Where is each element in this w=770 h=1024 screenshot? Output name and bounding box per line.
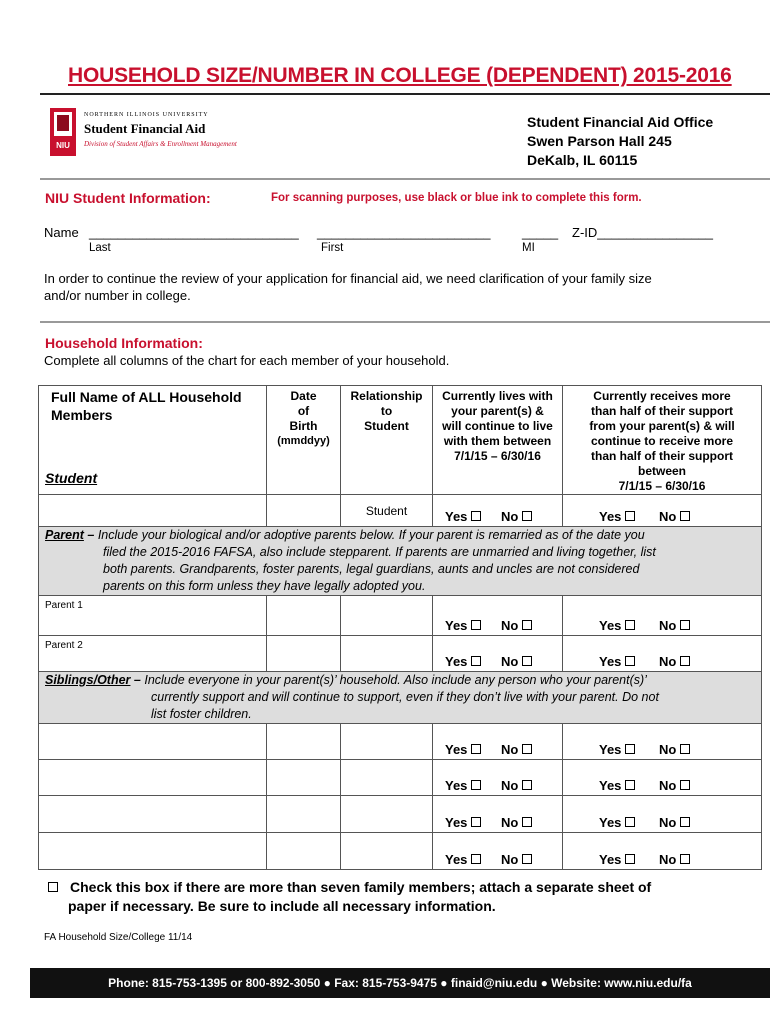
mi-field[interactable]: _____: [522, 225, 559, 240]
yes-checkbox[interactable]: [471, 854, 481, 864]
lives-with-cell[interactable]: Yes No: [433, 495, 563, 527]
support-cell[interactable]: Yes No: [563, 833, 762, 870]
no-checkbox[interactable]: [680, 780, 690, 790]
table-row: [39, 724, 762, 760]
relationship-cell[interactable]: [341, 636, 433, 672]
section-divider: [40, 321, 770, 323]
instructions-line1: In order to continue the review of your application for financial aid, we need clarification of your family size: [44, 271, 652, 286]
dob-cell[interactable]: [267, 724, 341, 760]
yes-checkbox[interactable]: [471, 511, 481, 521]
col-support-header: Currently receives more than half of their support from your parent(s) & will continue to receive more than half of their support between 7/1/15 – 6/30/16: [563, 386, 762, 495]
siblings-note: Siblings/Other – Include everyone in your parent(s)’ household. Also include any person who your parent(s)’ currently support and will continue to support, even if they don’t live with your parent. Do not list foster children.: [39, 672, 762, 724]
yes-checkbox[interactable]: [625, 854, 635, 864]
form-id: FA Household Size/College 11/14: [44, 932, 193, 943]
dob-cell[interactable]: [267, 796, 341, 833]
support-cell[interactable]: Yes No: [563, 636, 762, 672]
relationship-cell: Student: [341, 495, 433, 527]
contact-footer: Phone: 815-753-1395 or 800-892-3050 ● Fax: 815-753-9475 ● finaid@niu.edu ● Website: www.niu.edu/fa: [30, 968, 770, 998]
yes-checkbox[interactable]: [471, 817, 481, 827]
table-row: [39, 596, 762, 636]
lives-with-cell[interactable]: Yes No: [433, 724, 563, 760]
dob-cell[interactable]: [267, 833, 341, 870]
first-name-field[interactable]: ________________________: [317, 225, 491, 240]
relationship-cell[interactable]: [341, 833, 433, 870]
last-caption: Last: [89, 242, 111, 254]
parent1-name-cell[interactable]: Parent 1: [39, 596, 267, 636]
relationship-cell[interactable]: [341, 796, 433, 833]
name-cell[interactable]: [39, 760, 267, 796]
yes-checkbox[interactable]: [471, 744, 481, 754]
household-subheading: Complete all columns of the chart for each member of your household.: [44, 353, 450, 368]
name-cell[interactable]: [39, 833, 267, 870]
col-dob-header: Date of Birth (mmddyy): [267, 386, 341, 495]
yes-checkbox[interactable]: [471, 656, 481, 666]
yes-checkbox[interactable]: [625, 656, 635, 666]
name-cell[interactable]: [39, 724, 267, 760]
yes-checkbox[interactable]: [471, 620, 481, 630]
lives-with-cell[interactable]: Yes No: [433, 636, 563, 672]
logo-office: Student Financial Aid: [84, 121, 206, 136]
more-members-checkbox[interactable]: [48, 882, 58, 892]
dob-cell[interactable]: [267, 596, 341, 636]
student-row-label: Student: [45, 470, 98, 486]
lives-with-cell[interactable]: Yes No: [433, 596, 563, 636]
relationship-cell[interactable]: [341, 724, 433, 760]
no-checkbox[interactable]: [522, 656, 532, 666]
logo-university: NORTHERN ILLINOIS UNIVERSITY: [84, 112, 209, 118]
household-table: [38, 385, 762, 870]
parent2-name-cell[interactable]: Parent 2: [39, 636, 267, 672]
name-cell[interactable]: [39, 495, 267, 527]
dob-cell[interactable]: [267, 636, 341, 672]
table-row: [39, 833, 762, 870]
support-cell[interactable]: Yes No: [563, 760, 762, 796]
ink-note: For scanning purposes, use black or blue ink to complete this form.: [271, 192, 642, 204]
household-heading: Household Information:: [45, 335, 203, 351]
support-cell[interactable]: Yes No: [563, 724, 762, 760]
more-members-note: Check this box if there are more than seven family members; attach a separate sheet of paper if necessary. Be sure to include all necessary information.: [44, 878, 651, 916]
yes-checkbox[interactable]: [625, 620, 635, 630]
relationship-cell[interactable]: [341, 760, 433, 796]
yes-checkbox[interactable]: [625, 744, 635, 754]
no-checkbox[interactable]: [680, 744, 690, 754]
instructions-line2: and/or number in college.: [44, 288, 191, 303]
zid-field[interactable]: Z-ID________________: [572, 225, 713, 240]
yes-checkbox[interactable]: [471, 780, 481, 790]
first-caption: First: [321, 242, 344, 254]
parent-note: Parent – Include your biological and/or adoptive parents below. If your parent is remarried as of the date you filed the 2015-2016 FAFSA, also include stepparent. If parents are unmarried and living together, list both parents. Grandparents, foster parents, legal guardians, aunts and uncles are not considered parents on this form unless they have legally adopted you.: [39, 527, 762, 596]
niu-seal-icon: NIU: [50, 108, 76, 156]
no-checkbox[interactable]: [522, 511, 532, 521]
last-name-field[interactable]: _____________________________: [89, 225, 299, 240]
no-checkbox[interactable]: [522, 854, 532, 864]
no-checkbox[interactable]: [680, 817, 690, 827]
mi-caption: MI: [522, 242, 535, 254]
col-name-header: Full Name of ALL Household Members Student: [39, 386, 267, 495]
name-cell[interactable]: [39, 796, 267, 833]
no-checkbox[interactable]: [680, 854, 690, 864]
support-cell[interactable]: Yes No: [563, 495, 762, 527]
office-address: Student Financial Aid Office Swen Parson Hall 245 DeKalb, IL 60115: [527, 114, 714, 168]
lives-with-cell[interactable]: Yes No: [433, 796, 563, 833]
title-rule: [40, 93, 770, 95]
no-checkbox[interactable]: [680, 511, 690, 521]
form-title: HOUSEHOLD SIZE/NUMBER IN COLLEGE (DEPENDENT) 2015-2016: [68, 64, 732, 87]
no-checkbox[interactable]: [522, 780, 532, 790]
support-cell[interactable]: Yes No: [563, 596, 762, 636]
table-row: [39, 636, 762, 672]
name-label: Name: [44, 225, 79, 240]
no-checkbox[interactable]: [680, 620, 690, 630]
dob-cell[interactable]: [267, 495, 341, 527]
no-checkbox[interactable]: [522, 744, 532, 754]
col-lives-header: Currently lives with your parent(s) & will continue to live with them between 7/1/15 – 6/30/16: [433, 386, 563, 495]
table-row: [39, 760, 762, 796]
lives-with-cell[interactable]: Yes No: [433, 833, 563, 870]
table-row: [39, 796, 762, 833]
student-info-heading: NIU Student Information:: [45, 190, 211, 206]
col-relationship-header: Relationship to Student: [341, 386, 433, 495]
lives-with-cell[interactable]: Yes No: [433, 760, 563, 796]
logo-division: Division of Student Affairs & Enrollment Management: [84, 140, 237, 148]
yes-checkbox[interactable]: [625, 511, 635, 521]
dob-cell[interactable]: [267, 760, 341, 796]
no-checkbox[interactable]: [522, 620, 532, 630]
yes-checkbox[interactable]: [625, 780, 635, 790]
relationship-cell[interactable]: [341, 596, 433, 636]
table-row: [39, 495, 762, 527]
section-divider: [40, 178, 770, 180]
niu-logo: [50, 108, 260, 158]
no-checkbox[interactable]: [522, 817, 532, 827]
no-checkbox[interactable]: [680, 656, 690, 666]
yes-checkbox[interactable]: [625, 817, 635, 827]
support-cell[interactable]: Yes No: [563, 796, 762, 833]
